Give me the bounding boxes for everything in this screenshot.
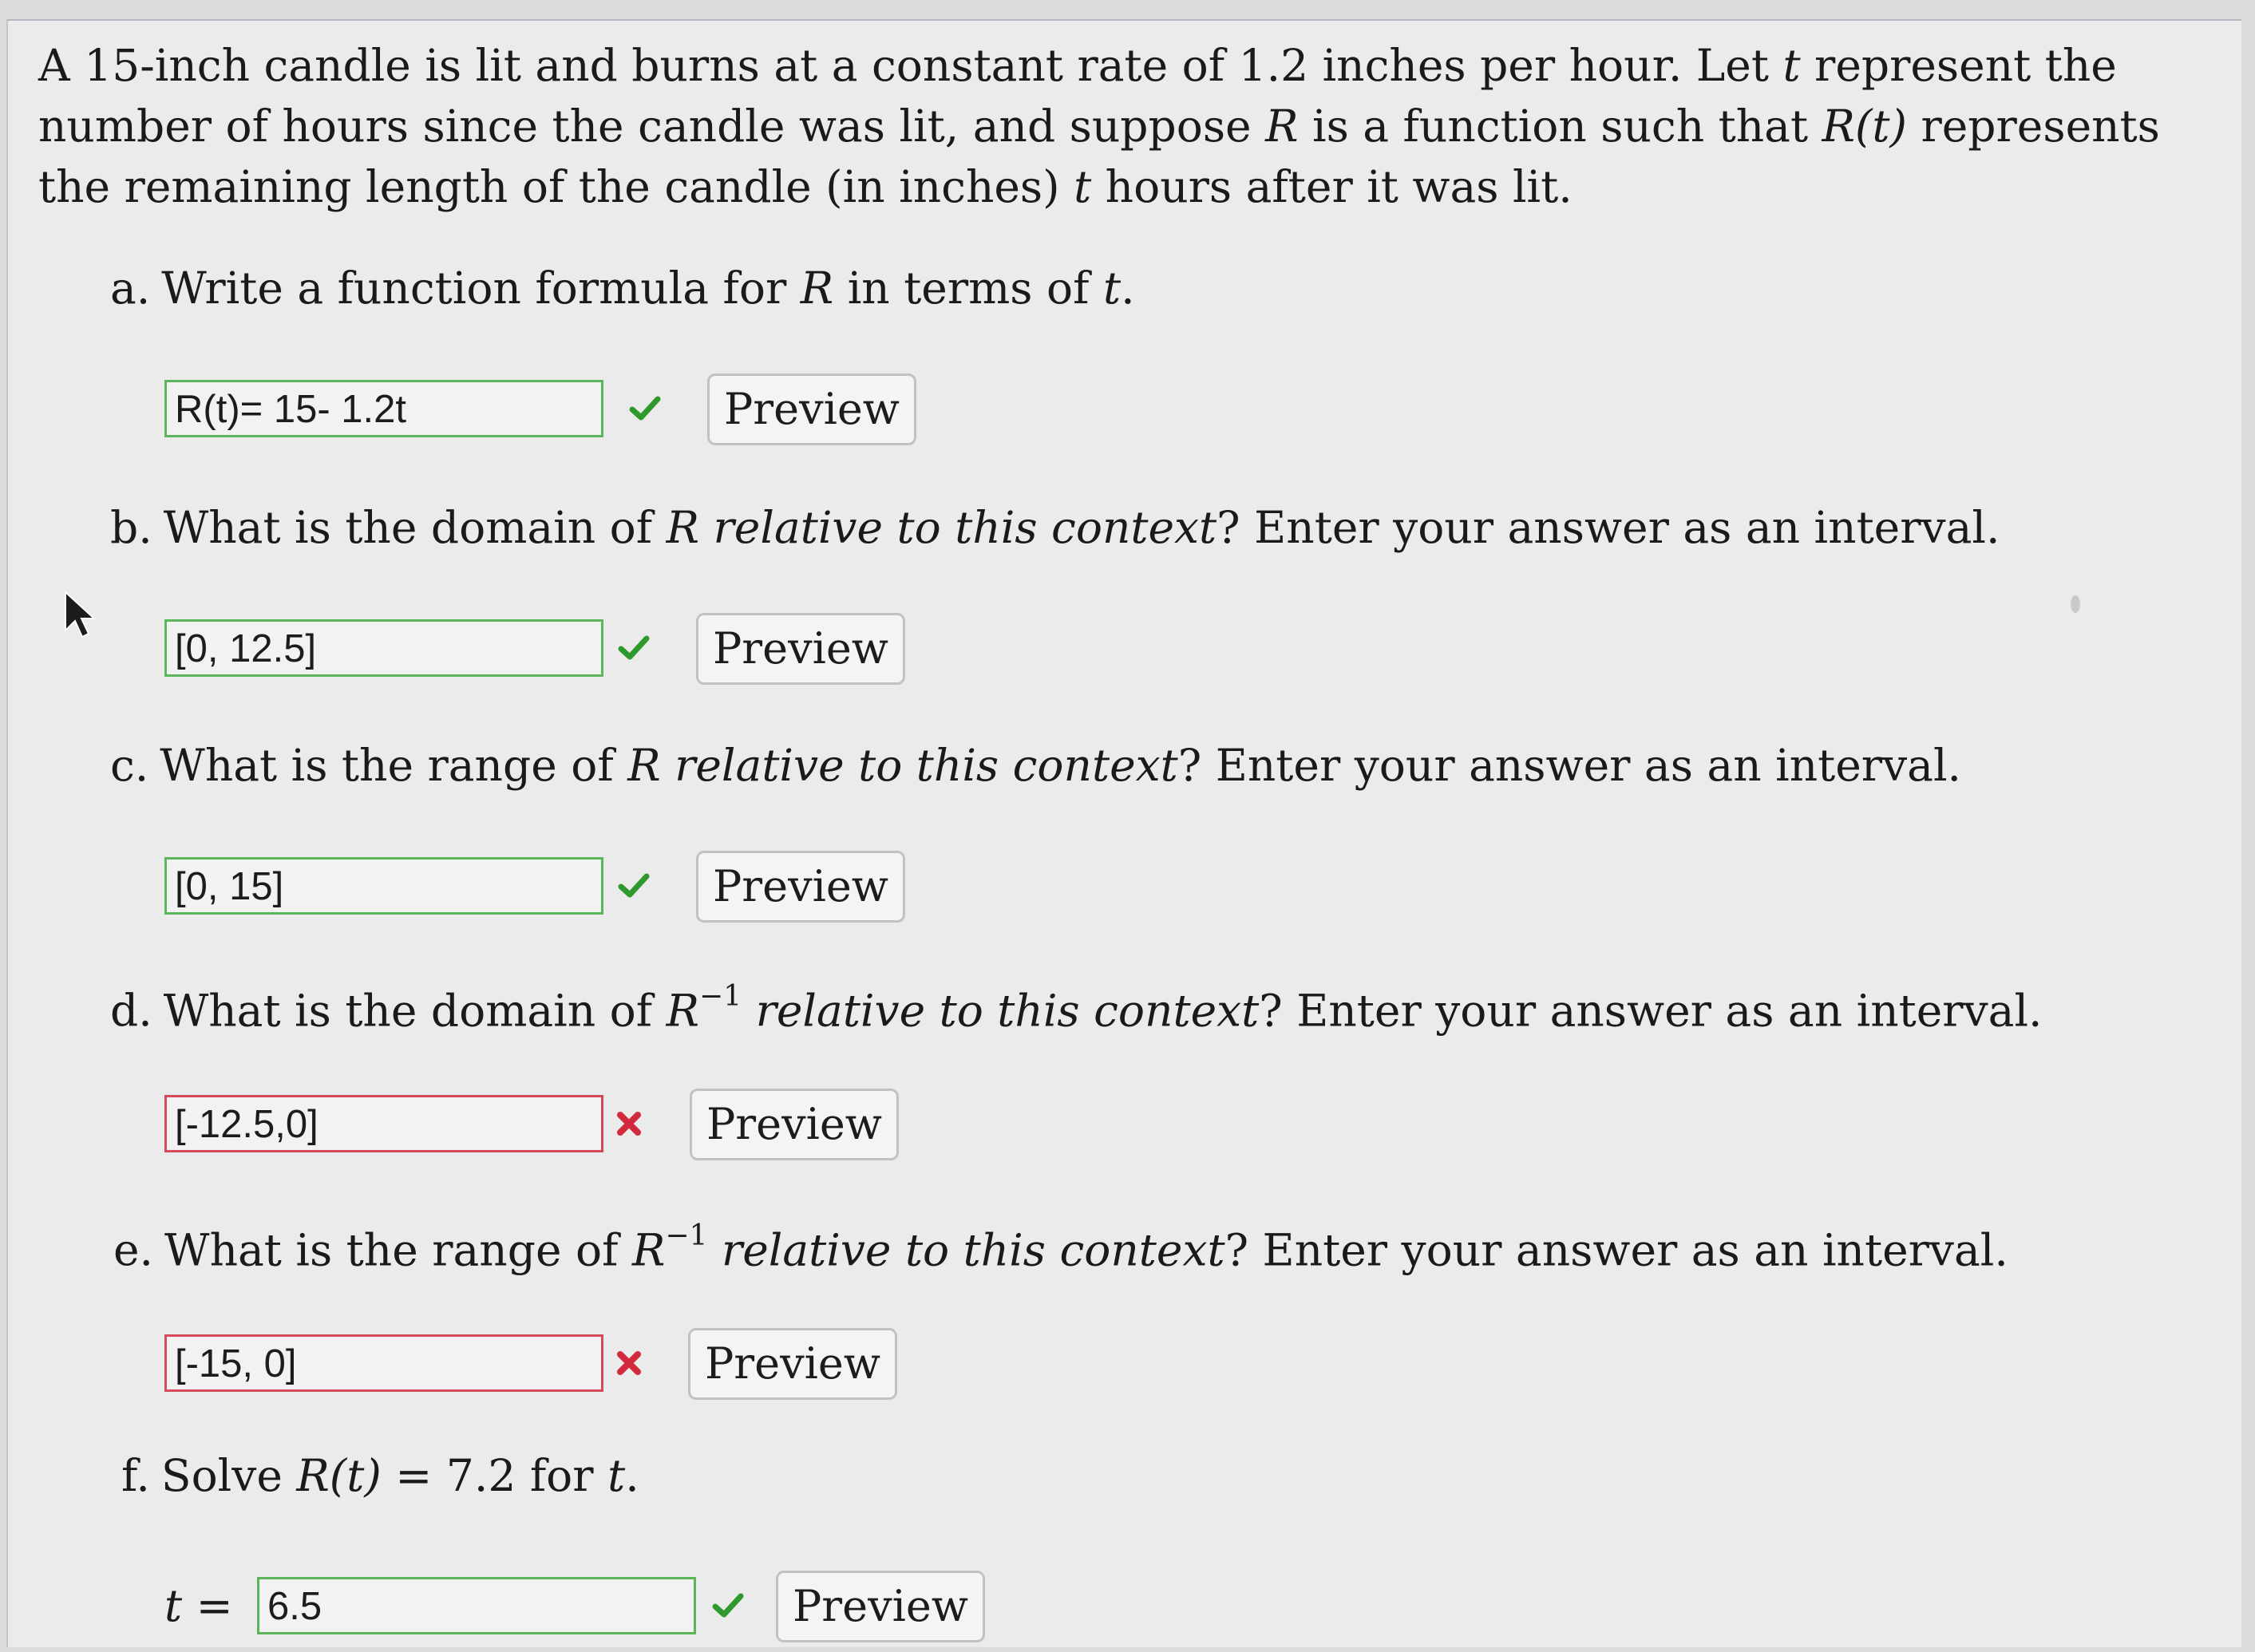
cross-icon [611, 1106, 647, 1141]
answer-input-d[interactable]: [-12.5,0] [164, 1095, 603, 1152]
question-d: d. What is the domain of $R^{-1}$ relative to this context? Enter your answer as an interval. [110, 980, 2043, 1037]
answer-label-f: t = [164, 1580, 233, 1631]
preview-button-c[interactable]: Preview [696, 851, 905, 923]
check-icon [710, 1588, 746, 1623]
preview-button-f[interactable]: Preview [776, 1571, 985, 1642]
problem-panel [6, 19, 2241, 1647]
question-e: e. What is the range of $R^{-1}$ relative to this context? Enter your answer as an interval. [113, 1219, 2008, 1276]
check-icon [616, 630, 651, 666]
answer-input-c[interactable]: [0, 15] [164, 857, 603, 915]
cross-icon [611, 1346, 647, 1381]
answer-input-e[interactable]: [-15, 0] [164, 1334, 603, 1392]
answer-input-f[interactable]: 6.5 [257, 1577, 696, 1634]
answer-input-a[interactable]: R(t)= 15- 1.2t [164, 380, 603, 437]
question-a: a. Write a function formula for R in terms of t. [110, 263, 1135, 314]
preview-button-e[interactable]: Preview [688, 1328, 897, 1400]
problem-statement: A 15-inch candle is lit and burns at a constant rate of 1.2 inches per hour. Let t represent the number of hours since the candle was lit, and suppose R is a function such that R(t) represents the remaining length of the candle (in inches) t hours after it was lit. [38, 40, 2160, 212]
check-icon [627, 391, 663, 426]
mouse-pointer-icon [62, 591, 97, 643]
preview-button-d[interactable]: Preview [690, 1089, 899, 1160]
question-b: b. What is the domain of R relative to this context? Enter your answer as an interval. [110, 502, 2000, 553]
check-icon [616, 868, 651, 903]
screen-smudge [2071, 595, 2080, 613]
preview-button-a[interactable]: Preview [707, 373, 916, 445]
question-c: c. What is the range of R relative to this context? Enter your answer as an interval. [110, 740, 1962, 791]
answer-input-b[interactable]: [0, 12.5] [164, 619, 603, 677]
preview-button-b[interactable]: Preview [696, 613, 905, 685]
question-f: f. Solve R(t) = 7.2 for t. [121, 1450, 639, 1501]
